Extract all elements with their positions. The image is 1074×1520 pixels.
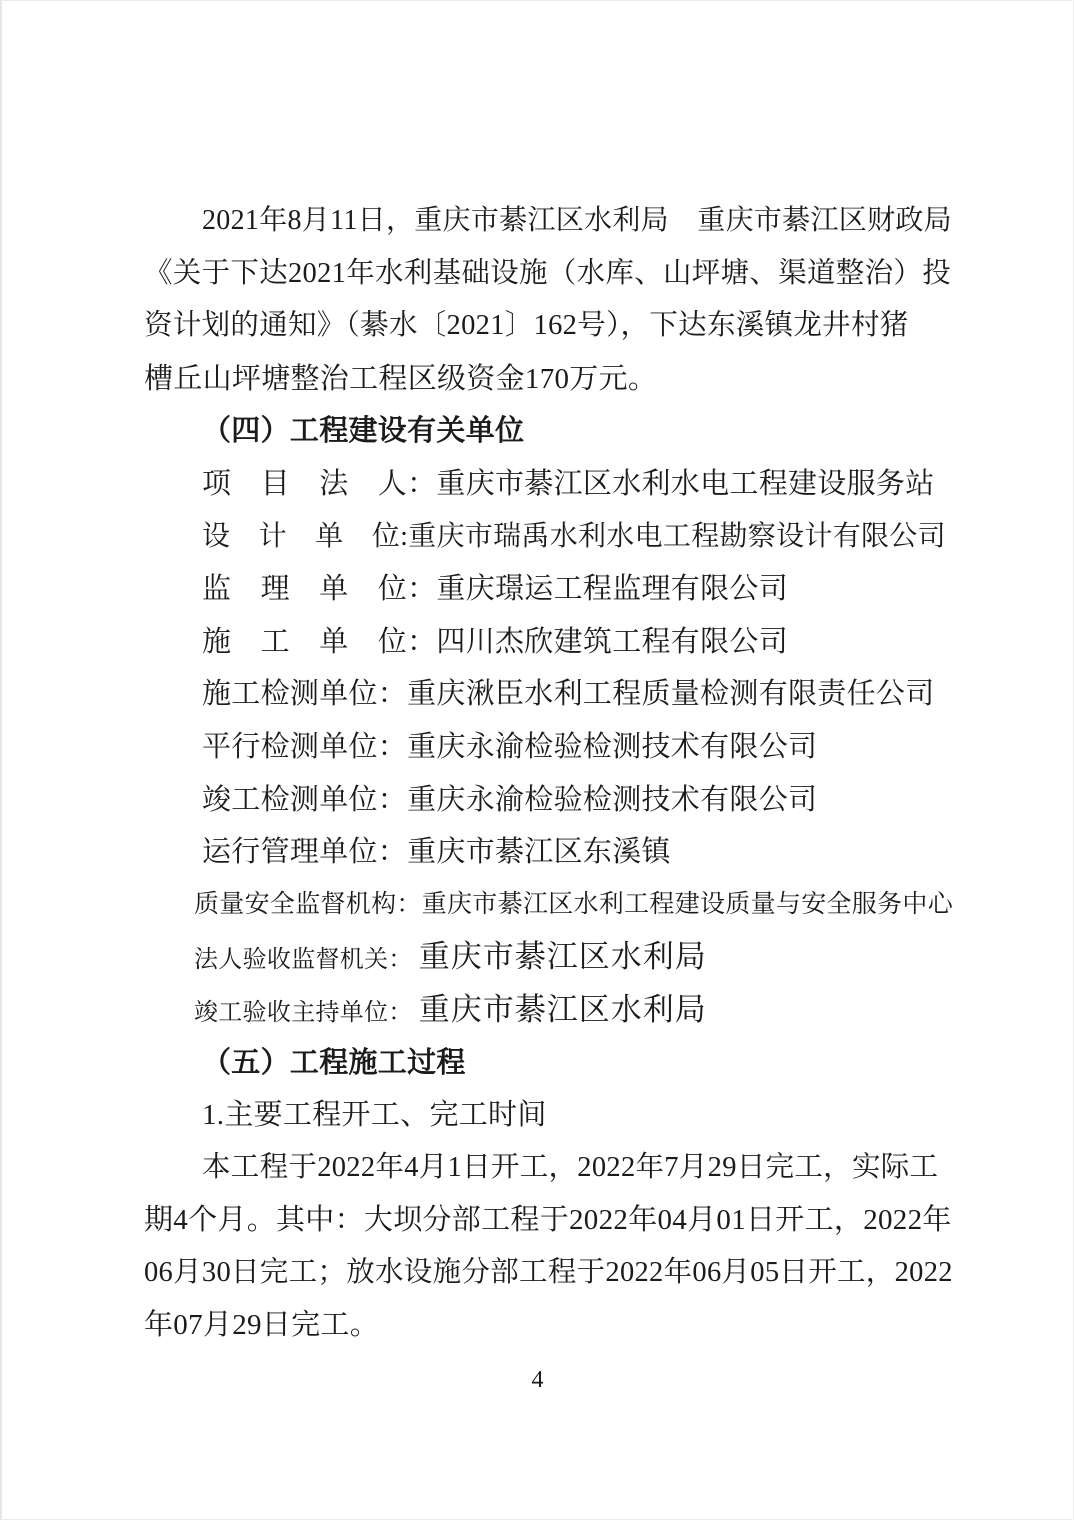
unit-row-completion-testing-unit (144, 774, 944, 827)
unit-row-parallel-testing-unit (144, 721, 944, 774)
schedule-paragraph-line-3: 06月30日完工；放水设施分部工程于2022年06月05日开工，2022 (144, 1256, 953, 1288)
unit-label: 质量安全监督机构： (194, 890, 422, 918)
unit-row-legal-person-acceptance-supervision-organ (144, 931, 944, 984)
unit-value: 重庆市綦江区水利工程建设质量与安全服务中心 (421, 890, 954, 918)
unit-row-construction-testing-unit (144, 668, 944, 721)
unit-label: 竣工验收主持单位： (194, 999, 413, 1026)
unit-label: 法人验收监督机关： (194, 947, 413, 974)
unit-row-construction-unit (144, 616, 944, 669)
unit-label: 设 计 单 位: (202, 520, 409, 552)
unit-label: 平行检测单位： (202, 730, 408, 763)
unit-value: 重庆永渝检验检测技术有限公司 (407, 730, 818, 763)
unit-row-project-legal-person (144, 458, 944, 511)
unit-value: 重庆市瑞禹水利水电工程勘察设计有限公司 (408, 520, 946, 552)
unit-value: 四川杰欣建筑工程有限公司 (436, 625, 789, 658)
unit-value: 重庆市綦江区东溪镇 (407, 836, 671, 869)
funding-paragraph-line-1: 2021年8月11日，重庆市綦江区水利局 重庆市綦江区财政局 (202, 205, 952, 236)
unit-value: 重庆湫臣水利工程质量检测有限责任公司 (407, 678, 935, 711)
funding-paragraph-line-2: 《关于下达2021年水利基础设施（水库、山坪塘、渠道整治）投 (144, 257, 952, 289)
unit-row-quality-safety-supervision-agency (144, 879, 954, 932)
page-number: 4 (531, 1367, 544, 1393)
schedule-paragraph-line-4: 年07月29日完工。 (144, 1309, 380, 1342)
unit-value: 重庆市綦江区水利局 (418, 939, 707, 975)
subsection-1-title: 1.主要工程开工、完工时间 (202, 1099, 547, 1132)
unit-value: 重庆市綦江区水利水电工程建设服务站 (436, 467, 935, 500)
schedule-paragraph-line-1: 本工程于2022年4月1日开工，2022年7月29日完工，实际工 (202, 1151, 939, 1183)
unit-label: 项 目 法 人： (202, 467, 437, 500)
page-body (144, 195, 954, 1352)
funding-paragraph-line-4: 槽丘山坪塘整治工程区级资金170万元。 (144, 362, 658, 395)
section-4-title: （四）工程建设有关单位 (202, 415, 525, 448)
unit-value: 重庆璟运工程监理有限公司 (436, 573, 789, 606)
unit-row-completion-acceptance-host-unit (144, 984, 944, 1037)
unit-label: 运行管理单位： (202, 836, 408, 869)
unit-value: 重庆市綦江区水利局 (418, 991, 707, 1027)
unit-row-design-unit (144, 511, 944, 564)
unit-value: 重庆永渝检验检测技术有限公司 (407, 783, 818, 816)
unit-row-operation-management-unit (144, 826, 944, 879)
section-5-title: （五）工程施工过程 (202, 1046, 466, 1079)
unit-label: 施工检测单位： (202, 678, 408, 711)
unit-label: 施 工 单 位： (202, 625, 437, 658)
unit-label: 监 理 单 位： (202, 573, 437, 606)
unit-row-supervision-unit (144, 563, 944, 616)
funding-paragraph-line-3: 资计划的通知》（綦水〔2021〕162号），下达东溪镇龙井村猪 (144, 310, 909, 342)
unit-label: 竣工检测单位： (202, 783, 408, 816)
schedule-paragraph-line-2: 期4个月。其中：大坝分部工程于2022年04月01日开工，2022年 (144, 1204, 952, 1237)
